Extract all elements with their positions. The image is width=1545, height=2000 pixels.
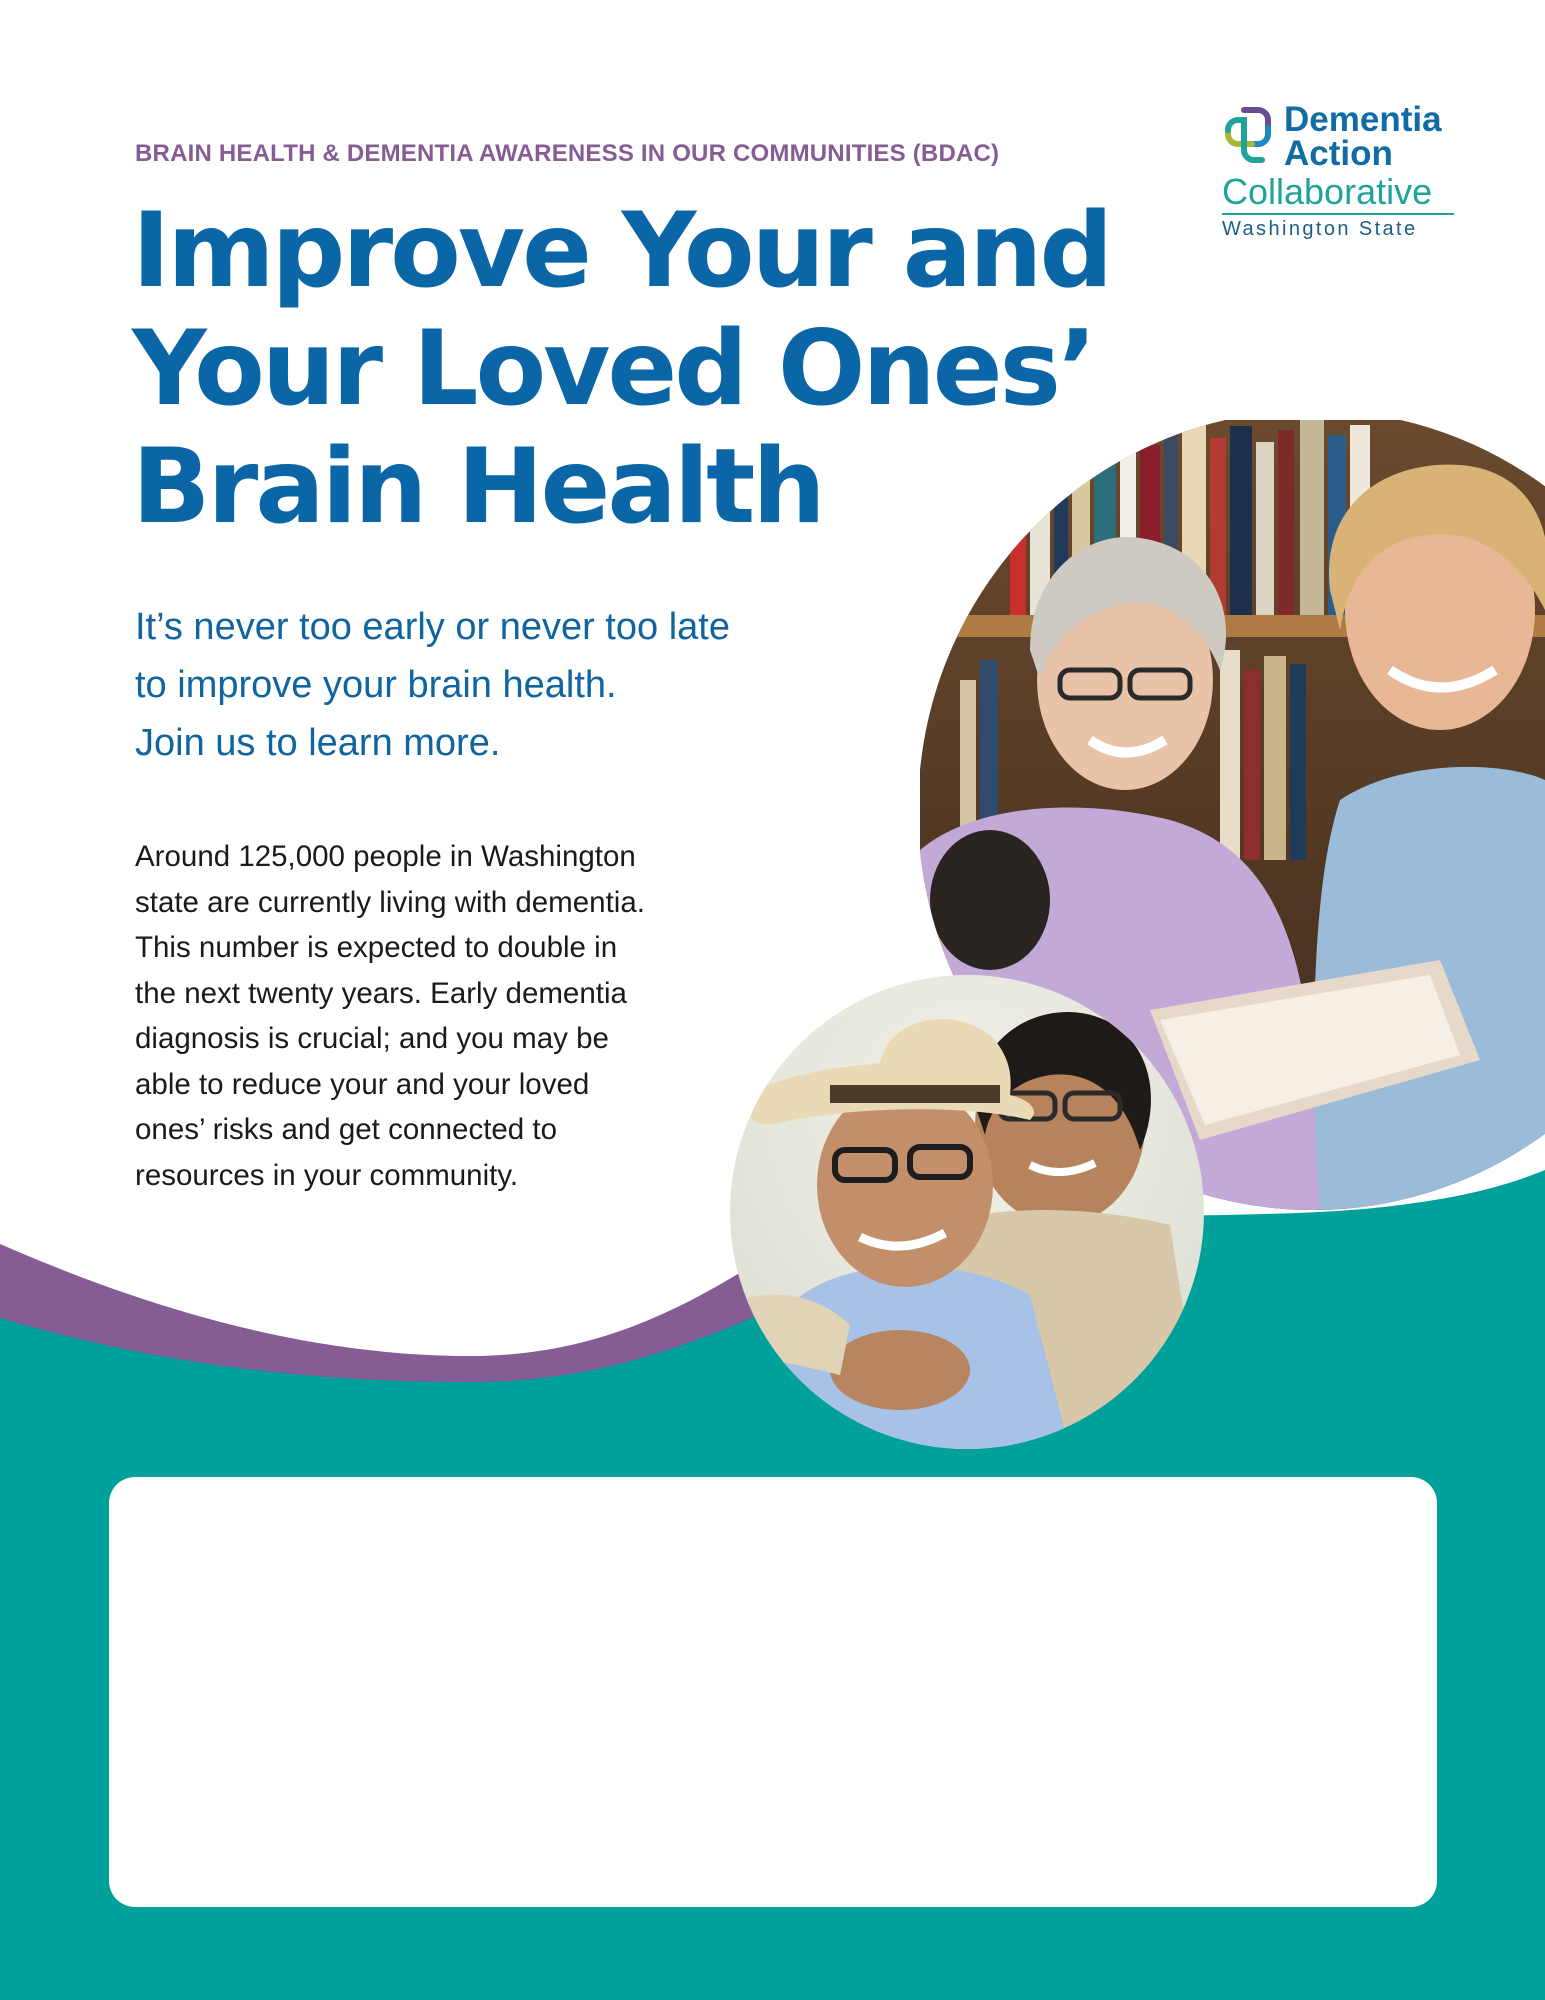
- subhead-line-2: to improve your brain health.: [135, 664, 617, 706]
- body-line-6: able to reduce your and your loved: [135, 1067, 590, 1101]
- subhead: [135, 598, 730, 772]
- headline: [132, 192, 1110, 546]
- body-line-8: resources in your community.: [135, 1158, 519, 1192]
- body-line-2: state are currently living with dementia.: [135, 885, 645, 919]
- body-paragraph: [135, 834, 645, 1198]
- headline-line-2: Your Loved Ones’: [132, 309, 1095, 429]
- body-line-7: ones’ risks and get connected to: [135, 1113, 558, 1146]
- body-line-5: diagnosis is crucial; and you may be: [135, 1022, 609, 1055]
- headline-line-1: Improve Your and: [132, 191, 1111, 311]
- logo-divider: [1222, 213, 1454, 215]
- logo-word-washington-state: Washington State: [1222, 218, 1418, 240]
- logo-word-collaborative: Collaborative: [1222, 171, 1433, 212]
- subhead-line-3: Join us to learn more.: [135, 722, 501, 764]
- photo-couple-hat: [730, 975, 1205, 1450]
- body-line-4: the next twenty years. Early dementia: [135, 976, 627, 1010]
- body-line-1: Around 125,000 people in Washington: [135, 840, 636, 873]
- subhead-line-1: It’s never too early or never too late: [135, 606, 730, 648]
- dementia-action-collaborative-logo: [1218, 100, 1458, 240]
- body-line-3: This number is expected to double in: [135, 931, 618, 964]
- eyebrow-tagline: BRAIN HEALTH & DEMENTIA AWARENESS IN OUR COMMUNITIES (BDAC): [135, 140, 1000, 167]
- logo-word-dementia: Dementia: [1284, 100, 1442, 139]
- event-details-panel: [109, 1477, 1437, 1907]
- logo-word-action: Action: [1284, 134, 1393, 173]
- headline-line-3: Brain Health: [132, 427, 823, 547]
- cross-knot-logo-icon: [1222, 106, 1280, 166]
